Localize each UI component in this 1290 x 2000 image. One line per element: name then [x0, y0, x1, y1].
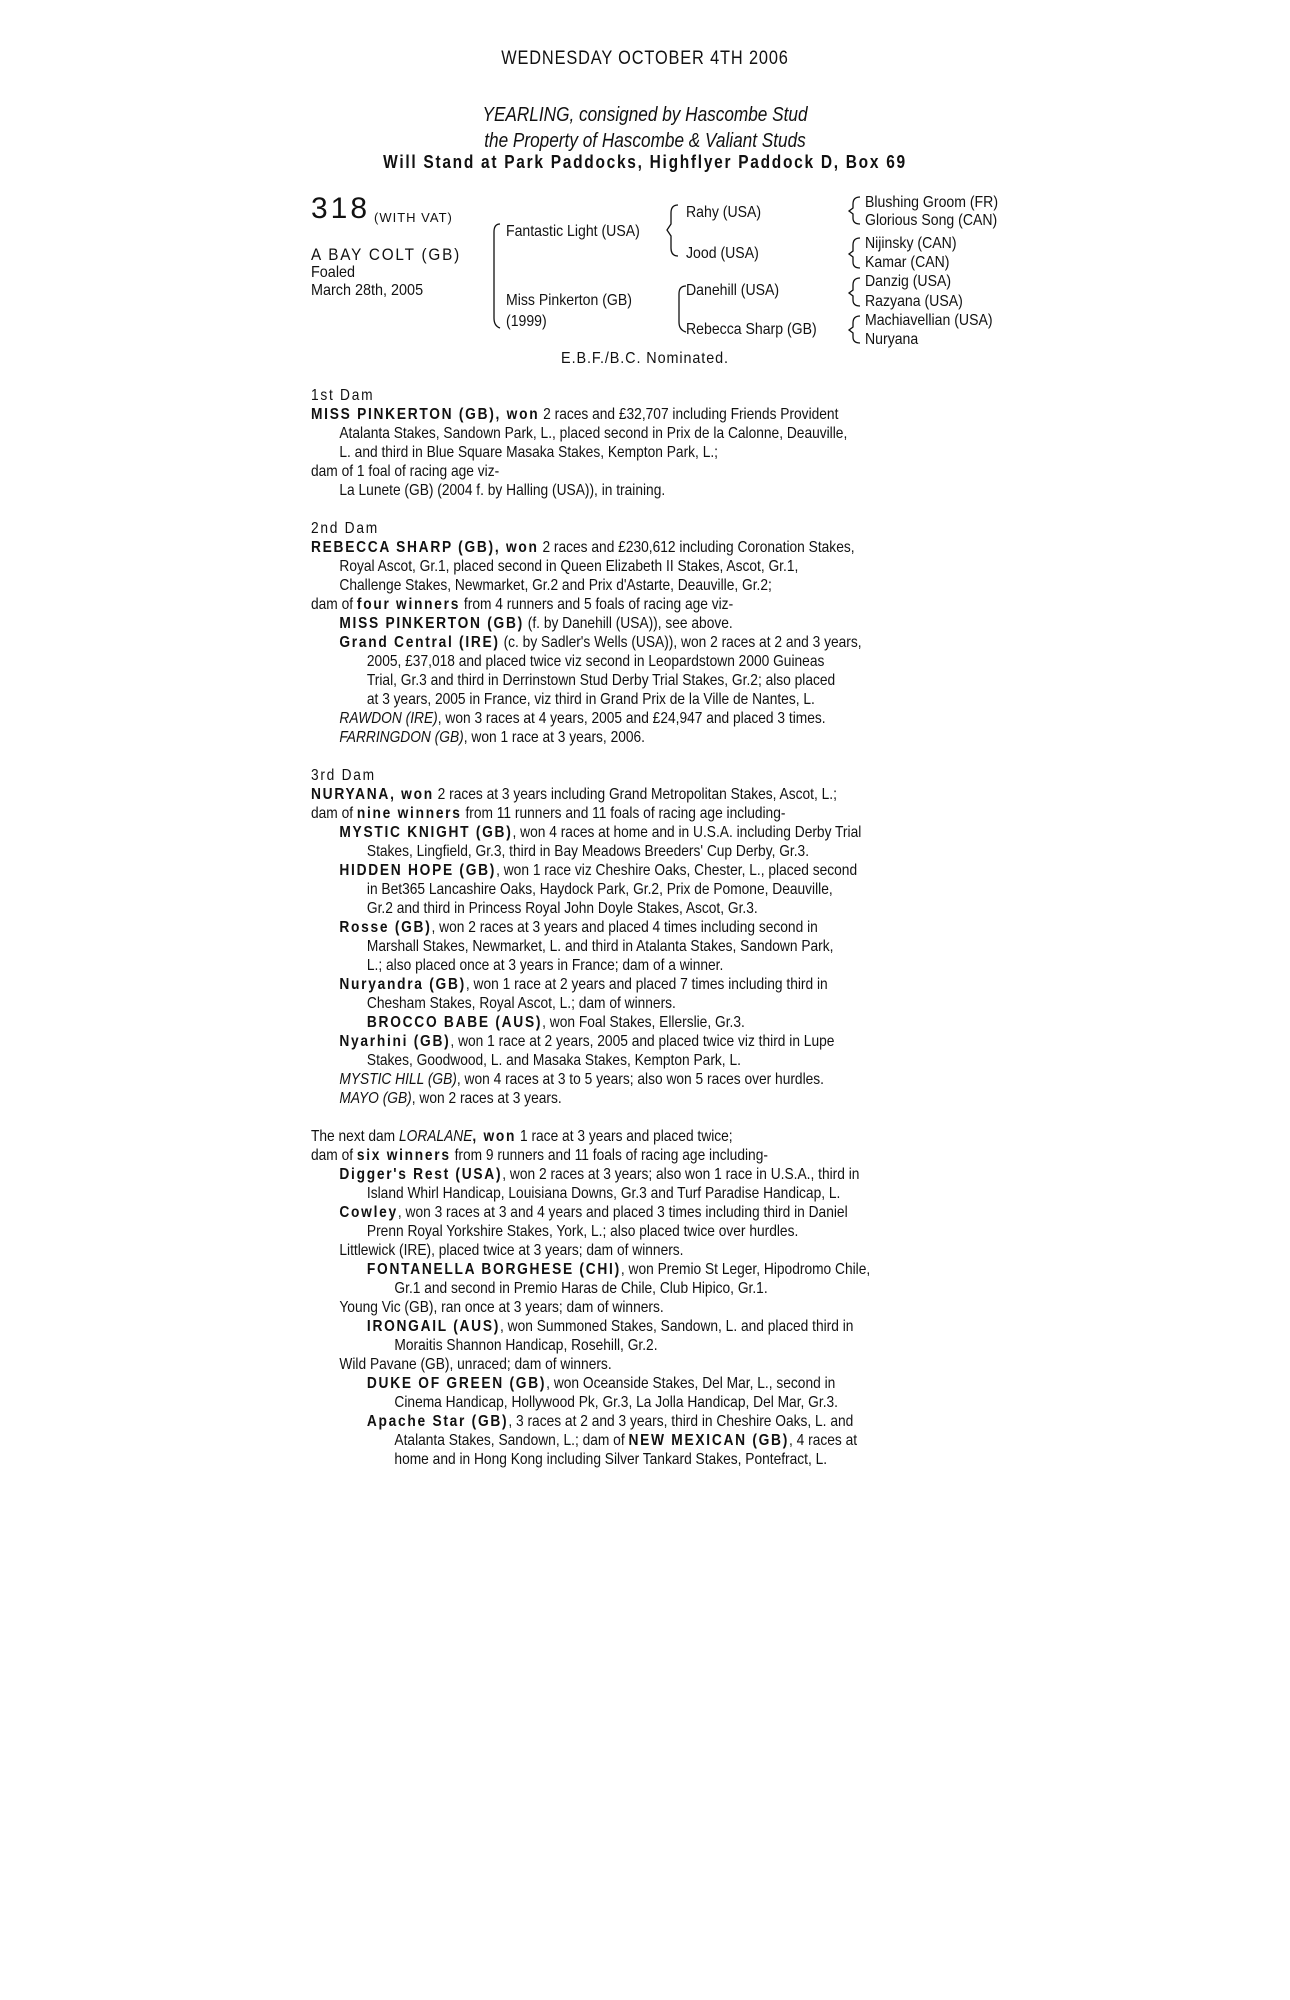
second-dam-line: [311, 595, 965, 614]
vat-label: (WITH VAT): [374, 210, 453, 225]
text: , won 2 races at 3 years and placed 4 times including second in: [431, 919, 818, 936]
first-dam-line: [311, 405, 965, 424]
offspring-name: Nyarhini (GB): [339, 1033, 451, 1050]
pedigree-sss: Blushing Groom (FR): [865, 194, 999, 211]
text: , won 4 races at home and in U.S.A. including Derby Trial: [512, 824, 862, 841]
second-dam-line: [311, 728, 965, 747]
text: , won 1 race at 2 years, 2005 and placed twice viz third in Lupe: [450, 1033, 835, 1050]
stand-line: Will Stand at Park Paddocks, Highflyer Paddock D, Box 69: [383, 152, 907, 172]
next-dam-line: Moraitis Shannon Handicap, Rosehill, Gr.2.: [394, 1337, 658, 1354]
offspring-name: MISS PINKERTON (GB): [339, 615, 524, 632]
third-dam-line: [311, 785, 965, 804]
second-dam-line: at 3 years, 2005 in France, viz third in Grand Prix de la Ville de Nantes, L.: [366, 691, 815, 708]
offspring-name: DUKE OF GREEN (GB): [366, 1375, 547, 1392]
text: , won 2 races at 3 years.: [411, 1090, 562, 1107]
text: from 11 runners and 11 foals of racing age including-: [461, 805, 786, 822]
first-dam-line: Atalanta Stakes, Sandown Park, L., placed second in Prix de la Calonne, Deauville,: [339, 425, 848, 442]
pedigree-sire-sire: Rahy (USA): [686, 204, 762, 221]
offspring-name: MAYO (GB): [339, 1090, 412, 1107]
next-dam-line: [311, 1374, 965, 1393]
next-dam-line: [311, 1317, 965, 1336]
text: dam of: [311, 805, 357, 822]
winners-count: six winners: [356, 1147, 451, 1164]
dam-name: REBECCA SHARP (GB), won: [311, 539, 539, 556]
offspring-name: Digger's Rest (USA): [339, 1166, 503, 1183]
second-dam-line: [311, 709, 965, 728]
third-dam-line: [311, 975, 965, 994]
third-dam-line: [311, 1089, 965, 1108]
pedigree-dsd: Razyana (USA): [865, 293, 963, 310]
next-dam-line: [311, 1260, 965, 1279]
text: from 9 runners and 11 foals of racing age including-: [450, 1147, 768, 1164]
text: , won Summoned Stakes, Sandown, L. and placed third in: [500, 1318, 854, 1335]
pedigree-dam-year: (1999): [506, 313, 547, 330]
next-dam-line: Wild Pavane (GB), unraced; dam of winners.: [339, 1356, 612, 1373]
dam-name: LORALANE: [398, 1128, 473, 1145]
third-dam-line: [311, 1070, 965, 1089]
text: Atalanta Stakes, Sandown, L.; dam of: [394, 1432, 629, 1449]
next-dam-line: [311, 1431, 965, 1450]
pedigree-sire-dam: Jood (USA): [686, 245, 759, 262]
catalogue-body: [311, 386, 1071, 1469]
winners-count: nine winners: [356, 805, 462, 822]
bracket-sd: [849, 238, 860, 268]
first-dam-line: La Lunete (GB) (2004 f. by Halling (USA)), in training.: [339, 482, 666, 499]
first-dam-line: dam of 1 foal of racing age viz-: [311, 463, 500, 480]
pedigree-dam-dam: Rebecca Sharp (GB): [686, 321, 817, 338]
third-dam-line: Gr.2 and third in Princess Royal John Doyle Stakes, Ascot, Gr.3.: [366, 900, 758, 917]
second-dam-line: [311, 538, 965, 557]
ebf-nomination: E.B.F./B.C. Nominated.: [561, 350, 729, 367]
next-dam-line: [311, 1146, 965, 1165]
bracket-dam: [679, 286, 686, 332]
text: , won 1 race at 3 years, 2006.: [463, 729, 646, 746]
pedigree-dss: Danzig (USA): [865, 273, 952, 290]
third-dam-line: Marshall Stakes, Newmarket, L. and third in Atalanta Stakes, Sandown Park,: [366, 938, 834, 955]
text: dam of: [311, 596, 357, 613]
offspring-name: Cowley: [339, 1204, 398, 1221]
text: , 4 races at: [789, 1432, 858, 1449]
pedigree-brackets: [0, 0, 1290, 360]
offspring-name: FONTANELLA BORGHESE (CHI): [366, 1261, 621, 1278]
text: , won Foal Stakes, Ellerslie, Gr.3.: [542, 1014, 745, 1031]
text: , won 2 races at 3 years; also won 1 race in U.S.A., third in: [502, 1166, 860, 1183]
dam-name: MISS PINKERTON (GB), won: [311, 406, 540, 423]
next-dam-line: Young Vic (GB), ran once at 3 years; dam of winners.: [339, 1299, 664, 1316]
next-dam-line: [311, 1165, 965, 1184]
third-dam-line: [311, 823, 965, 842]
text: , won: [472, 1128, 517, 1145]
sale-date: WEDNESDAY OCTOBER 4TH 2006: [501, 48, 789, 69]
text: from 4 runners and 5 foals of racing age viz-: [460, 596, 734, 613]
third-dam-line: [311, 918, 965, 937]
pedigree-ddd: Nuryana: [865, 331, 919, 348]
foaled-label: Foaled: [311, 264, 356, 281]
offspring-name: MYSTIC KNIGHT (GB): [339, 824, 513, 841]
text: (c. by Sadler's Wells (USA)), won 2 races at 2 and 3 years,: [499, 634, 862, 651]
text: , won 4 races at 3 to 5 years; also won 5 races over hurdles.: [456, 1071, 825, 1088]
winners-count: four winners: [356, 596, 461, 613]
foaled-date: March 28th, 2005: [311, 282, 424, 299]
text: The next dam: [311, 1128, 399, 1145]
offspring-name: RAWDON (IRE): [339, 710, 438, 727]
first-dam-line: L. and third in Blue Square Masaka Stakes, Kempton Park, L.;: [339, 444, 718, 461]
pedigree-dds: Machiavellian (USA): [865, 312, 993, 329]
second-dam-heading: 2nd Dam: [311, 520, 379, 537]
next-dam-line: [311, 1412, 965, 1431]
dam-name: NURYANA, won: [311, 786, 434, 803]
dam-text: 2 races and £230,612 including Coronation Stakes,: [538, 539, 855, 556]
pedigree-sdd: Kamar (CAN): [865, 254, 950, 271]
third-dam-line: Chesham Stakes, Royal Ascot, L.; dam of winners.: [366, 995, 676, 1012]
next-dam-line: Prenn Royal Yorkshire Stakes, York, L.; also placed twice over hurdles.: [366, 1223, 799, 1240]
second-dam-line: [311, 614, 965, 633]
second-dam-line: 2005, £37,018 and placed twice viz second in Leopardstown 2000 Guineas: [366, 653, 825, 670]
property-line: the Property of Hascombe & Valiant Studs: [484, 130, 806, 152]
offspring-name: HIDDEN HOPE (GB): [339, 862, 497, 879]
next-dam-line: [311, 1203, 965, 1222]
pedigree-sds: Nijinsky (CAN): [865, 235, 957, 252]
horse-description: A BAY COLT (GB): [311, 245, 462, 264]
bracket-gen1: [494, 224, 500, 328]
third-dam-line: Stakes, Goodwood, L. and Masaka Stakes, Kempton Park, L.: [366, 1052, 741, 1069]
text: 1 race at 3 years and placed twice;: [516, 1128, 733, 1145]
next-dam-line: Cinema Handicap, Hollywood Pk, Gr.3, La Jolla Handicap, Del Mar, Gr.3.: [394, 1394, 839, 1411]
third-dam-line: [311, 861, 965, 880]
third-dam-line: [311, 804, 965, 823]
offspring-name: BROCCO BABE (AUS): [366, 1014, 543, 1031]
offspring-name: Rosse (GB): [339, 919, 432, 936]
text: , won Premio St Leger, Hipodromo Chile,: [620, 1261, 871, 1278]
first-dam-heading: 1st Dam: [311, 387, 375, 404]
offspring-name: Nuryandra (GB): [339, 976, 466, 993]
text: , won 3 races at 3 and 4 years and placed 3 times including third in Daniel: [397, 1204, 848, 1221]
next-dam-line: Gr.1 and second in Premio Haras de Chile, Club Hipico, Gr.1.: [394, 1280, 768, 1297]
offspring-name: MYSTIC HILL (GB): [339, 1071, 457, 1088]
bracket-sire: [667, 205, 678, 256]
text: 2 races at 3 years including Grand Metropolitan Stakes, Ascot, L.;: [433, 786, 837, 803]
offspring-name: IRONGAIL (AUS): [366, 1318, 501, 1335]
third-dam-line: Stakes, Lingfield, Gr.3, third in Bay Meadows Breeders' Cup Derby, Gr.3.: [366, 843, 810, 860]
text: , won 1 race at 2 years and placed 7 times including third in: [465, 976, 828, 993]
pedigree-sire: Fantastic Light (USA): [506, 223, 640, 240]
text: , won 3 races at 4 years, 2005 and £24,947 and placed 3 times.: [437, 710, 826, 727]
pedigree-dam: Miss Pinkerton (GB): [506, 292, 632, 309]
text: , won 1 race viz Cheshire Oaks, Chester, L., placed second: [496, 862, 858, 879]
bracket-ss: [849, 197, 860, 224]
next-dam-line: [311, 1127, 965, 1146]
dam-text: 2 races and £32,707 including Friends Provident: [539, 406, 839, 423]
next-dam-line: Littlewick (IRE), placed twice at 3 years; dam of winners.: [339, 1242, 684, 1259]
pedigree-dam-sire: Danehill (USA): [686, 282, 780, 299]
third-dam-line: L.; also placed once at 3 years in France; dam of a winner.: [366, 957, 724, 974]
text: , won Oceanside Stakes, Del Mar, L., second in: [546, 1375, 836, 1392]
pedigree-ssd: Glorious Song (CAN): [865, 212, 998, 229]
offspring-name: Grand Central (IRE): [339, 634, 500, 651]
next-dam-line: home and in Hong Kong including Silver Tankard Stakes, Pontefract, L.: [394, 1451, 828, 1468]
bracket-ds: [849, 278, 860, 306]
consignor-line: YEARLING, consigned by Hascombe Stud: [482, 104, 808, 126]
offspring-name: FARRINGDON (GB): [339, 729, 464, 746]
second-dam-line: Royal Ascot, Gr.1, placed second in Queen Elizabeth II Stakes, Ascot, Gr.1,: [339, 558, 799, 575]
bracket-dd: [849, 316, 860, 343]
third-dam-line: in Bet365 Lancashire Oaks, Haydock Park, Gr.2, Prix de Pomone, Deauville,: [366, 881, 833, 898]
next-dam-line: Island Whirl Handicap, Louisiana Downs, Gr.3 and Turf Paradise Handicap, L.: [366, 1185, 841, 1202]
text: dam of: [311, 1147, 357, 1164]
offspring-name: NEW MEXICAN (GB): [628, 1432, 790, 1449]
second-dam-line: [311, 633, 965, 652]
third-dam-line: [311, 1013, 965, 1032]
offspring-name: Apache Star (GB): [366, 1413, 509, 1430]
second-dam-line: Challenge Stakes, Newmarket, Gr.2 and Prix d'Astarte, Deauville, Gr.2;: [339, 577, 772, 594]
third-dam-line: [311, 1032, 965, 1051]
lot-number: 318: [311, 192, 371, 225]
text: (f. by Danehill (USA)), see above.: [523, 615, 733, 632]
third-dam-heading: 3rd Dam: [311, 767, 376, 784]
second-dam-line: Trial, Gr.3 and third in Derrinstown Stud Derby Trial Stakes, Gr.2; also placed: [366, 672, 836, 689]
text: , 3 races at 2 and 3 years, third in Cheshire Oaks, L. and: [508, 1413, 854, 1430]
